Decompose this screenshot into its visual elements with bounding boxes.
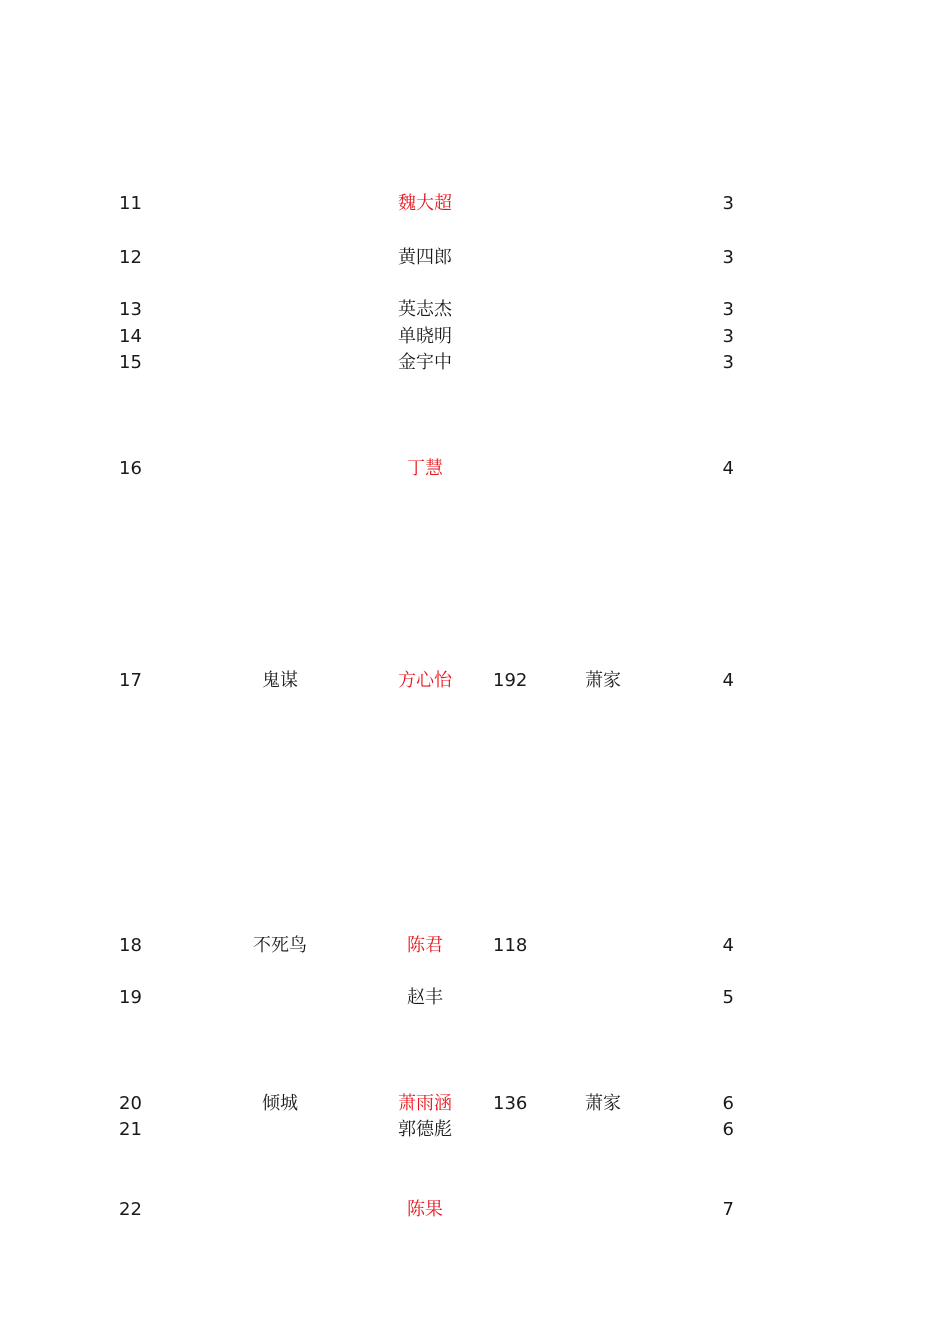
volume-number: 3 bbox=[722, 326, 734, 347]
volume-number: 4 bbox=[722, 670, 734, 691]
character-name: 英志杰 bbox=[398, 299, 452, 320]
row-number: 18 bbox=[119, 935, 142, 956]
table-row bbox=[0, 668, 950, 694]
volume-number: 7 bbox=[722, 1199, 734, 1220]
volume-number: 4 bbox=[722, 458, 734, 479]
chapter-number: 192 bbox=[493, 670, 528, 691]
volume-number: 5 bbox=[722, 987, 734, 1008]
row-number: 17 bbox=[119, 670, 142, 691]
table-row bbox=[0, 1091, 950, 1117]
row-number: 21 bbox=[119, 1119, 142, 1140]
row-number: 19 bbox=[119, 987, 142, 1008]
table-row bbox=[0, 297, 950, 323]
volume-number: 3 bbox=[722, 352, 734, 373]
table-row bbox=[0, 456, 950, 482]
volume-number: 3 bbox=[722, 247, 734, 268]
character-name: 金宇中 bbox=[398, 352, 452, 373]
table-row bbox=[0, 1197, 950, 1223]
table-row bbox=[0, 245, 950, 271]
table-row bbox=[0, 985, 950, 1011]
family-name: 萧家 bbox=[585, 1093, 621, 1114]
row-number: 12 bbox=[119, 247, 142, 268]
volume-number: 6 bbox=[722, 1093, 734, 1114]
character-name: 陈君 bbox=[407, 935, 443, 956]
row-number: 14 bbox=[119, 326, 142, 347]
row-number: 16 bbox=[119, 458, 142, 479]
character-name: 萧雨涵 bbox=[398, 1093, 452, 1114]
row-number: 13 bbox=[119, 299, 142, 320]
chapter-number: 136 bbox=[493, 1093, 528, 1114]
character-name: 魏大超 bbox=[398, 193, 452, 214]
character-alias: 鬼谋 bbox=[262, 670, 298, 691]
character-name: 赵丰 bbox=[407, 987, 443, 1008]
character-name: 丁慧 bbox=[407, 458, 443, 479]
volume-number: 6 bbox=[722, 1119, 734, 1140]
character-alias: 倾城 bbox=[262, 1093, 298, 1114]
row-number: 22 bbox=[119, 1199, 142, 1220]
table-row bbox=[0, 933, 950, 959]
row-number: 15 bbox=[119, 352, 142, 373]
row-number: 20 bbox=[119, 1093, 142, 1114]
table-row bbox=[0, 324, 950, 350]
character-name: 单晓明 bbox=[398, 326, 452, 347]
table-row bbox=[0, 1117, 950, 1143]
row-number: 11 bbox=[119, 193, 142, 214]
volume-number: 3 bbox=[722, 193, 734, 214]
character-name: 黄四郎 bbox=[398, 247, 452, 268]
volume-number: 3 bbox=[722, 299, 734, 320]
table-row bbox=[0, 350, 950, 376]
family-name: 萧家 bbox=[585, 670, 621, 691]
character-alias: 不死鸟 bbox=[253, 935, 307, 956]
table-row bbox=[0, 191, 950, 217]
character-name: 方心怡 bbox=[398, 670, 452, 691]
volume-number: 4 bbox=[722, 935, 734, 956]
character-name: 陈果 bbox=[407, 1199, 443, 1220]
chapter-number: 118 bbox=[493, 935, 528, 956]
character-name: 郭德彪 bbox=[398, 1119, 452, 1140]
